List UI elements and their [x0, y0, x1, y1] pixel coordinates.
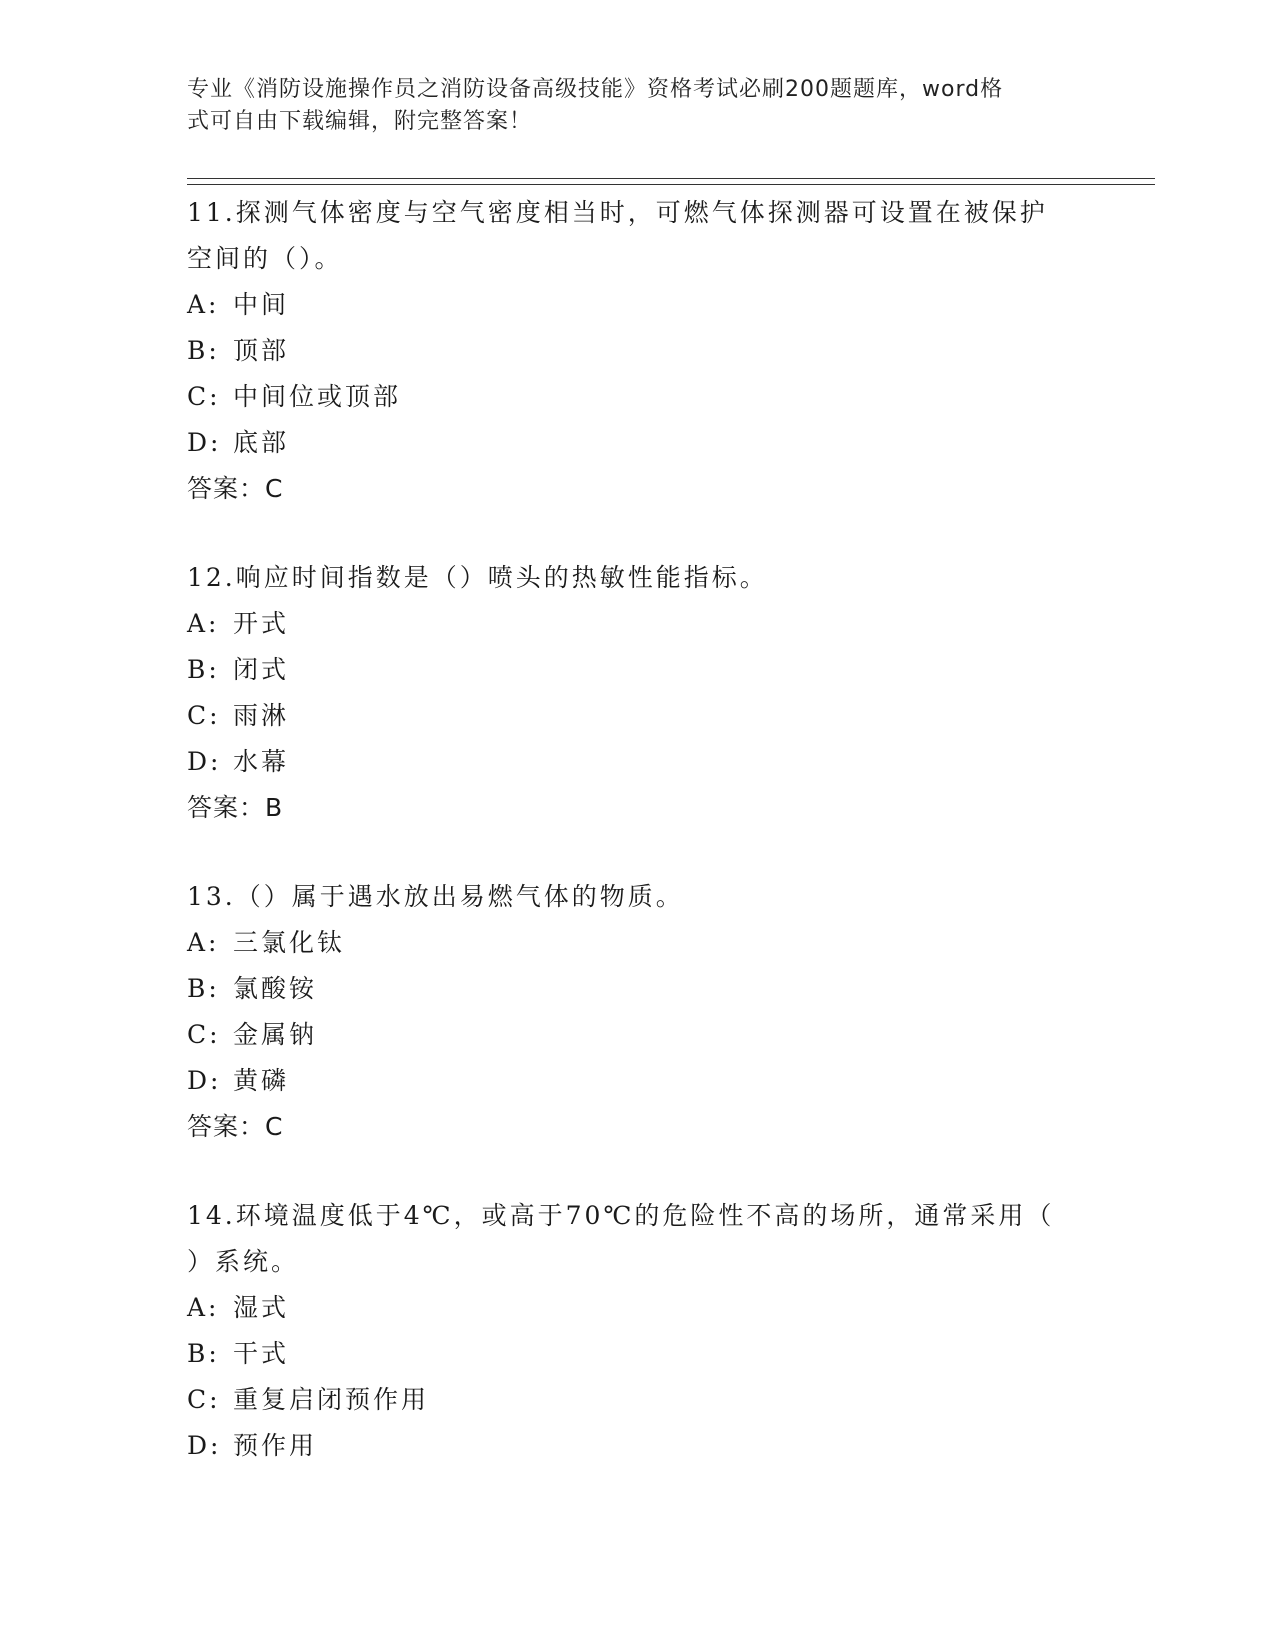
option-text: 闭式 [233, 655, 290, 684]
option-letter: C: [187, 382, 221, 411]
option-text: 重复启闭预作用 [233, 1385, 430, 1414]
option-b [187, 966, 1087, 1012]
document-header [187, 74, 1087, 138]
option-text: 顶部 [233, 336, 290, 365]
option-d [187, 739, 1087, 785]
option-letter: C: [187, 1020, 221, 1049]
option-d [187, 1423, 1087, 1469]
option-text: 湿式 [233, 1293, 290, 1322]
question-stem-line: 空间的（）。 [187, 244, 343, 273]
option-text: 水幕 [233, 747, 290, 776]
header-divider-top [187, 178, 1155, 179]
option-c [187, 1012, 1087, 1058]
option-b [187, 647, 1087, 693]
option-text: 金属钠 [233, 1020, 318, 1049]
question-12 [187, 555, 1087, 831]
header-divider-bottom [187, 184, 1155, 185]
option-text: 预作用 [233, 1431, 318, 1460]
option-letter: A: [187, 290, 220, 319]
option-text: 底部 [233, 428, 290, 457]
option-text: 开式 [233, 609, 290, 638]
option-letter: A: [187, 1293, 220, 1322]
answer-line: 答案：C [187, 474, 284, 503]
question-14 [187, 1193, 1087, 1469]
header-line-1: 专业《消防设施操作员之消防设备高级技能》资格考试必刷200题题库，word格 [187, 77, 1004, 102]
question-13 [187, 874, 1087, 1150]
option-c [187, 1377, 1087, 1423]
option-letter: A: [187, 928, 220, 957]
option-letter: D: [187, 1431, 222, 1460]
option-c [187, 693, 1087, 739]
option-letter: D: [187, 747, 222, 776]
option-text: 氯酸铵 [233, 974, 318, 1003]
question-11 [187, 190, 1087, 512]
option-letter: C: [187, 701, 221, 730]
question-stem-line: 12.响应时间指数是（）喷头的热敏性能指标。 [187, 563, 768, 592]
option-a [187, 1285, 1087, 1331]
question-stem-line: 14.环境温度低于4℃，或高于70℃的危险性不高的场所，通常采用（ [187, 1201, 1055, 1230]
option-letter: A: [187, 609, 220, 638]
option-b [187, 328, 1087, 374]
option-text: 雨淋 [233, 701, 290, 730]
option-letter: D: [187, 1066, 222, 1095]
option-a [187, 920, 1087, 966]
option-c [187, 374, 1087, 420]
option-letter: B: [187, 336, 220, 365]
question-stem-line: 13.（）属于遇水放出易燃气体的物质。 [187, 882, 684, 911]
header-line-2: 式可自由下载编辑，附完整答案！ [187, 109, 533, 134]
option-a [187, 282, 1087, 328]
option-text: 中间 [233, 290, 290, 319]
option-text: 黄磷 [233, 1066, 290, 1095]
option-text: 中间位或顶部 [233, 382, 402, 411]
option-a [187, 601, 1087, 647]
option-letter: B: [187, 655, 220, 684]
question-stem-line: 11.探测气体密度与空气密度相当时，可燃气体探测器可设置在被保护 [187, 198, 1048, 227]
question-stem-line: ）系统。 [187, 1247, 300, 1276]
option-text: 干式 [233, 1339, 290, 1368]
answer-line: 答案：C [187, 1112, 284, 1141]
option-d [187, 420, 1087, 466]
option-letter: C: [187, 1385, 221, 1414]
option-letter: B: [187, 1339, 220, 1368]
option-letter: D: [187, 428, 222, 457]
option-d [187, 1058, 1087, 1104]
option-text: 三氯化钛 [233, 928, 346, 957]
option-letter: B: [187, 974, 220, 1003]
answer-line: 答案：B [187, 793, 284, 822]
option-b [187, 1331, 1087, 1377]
